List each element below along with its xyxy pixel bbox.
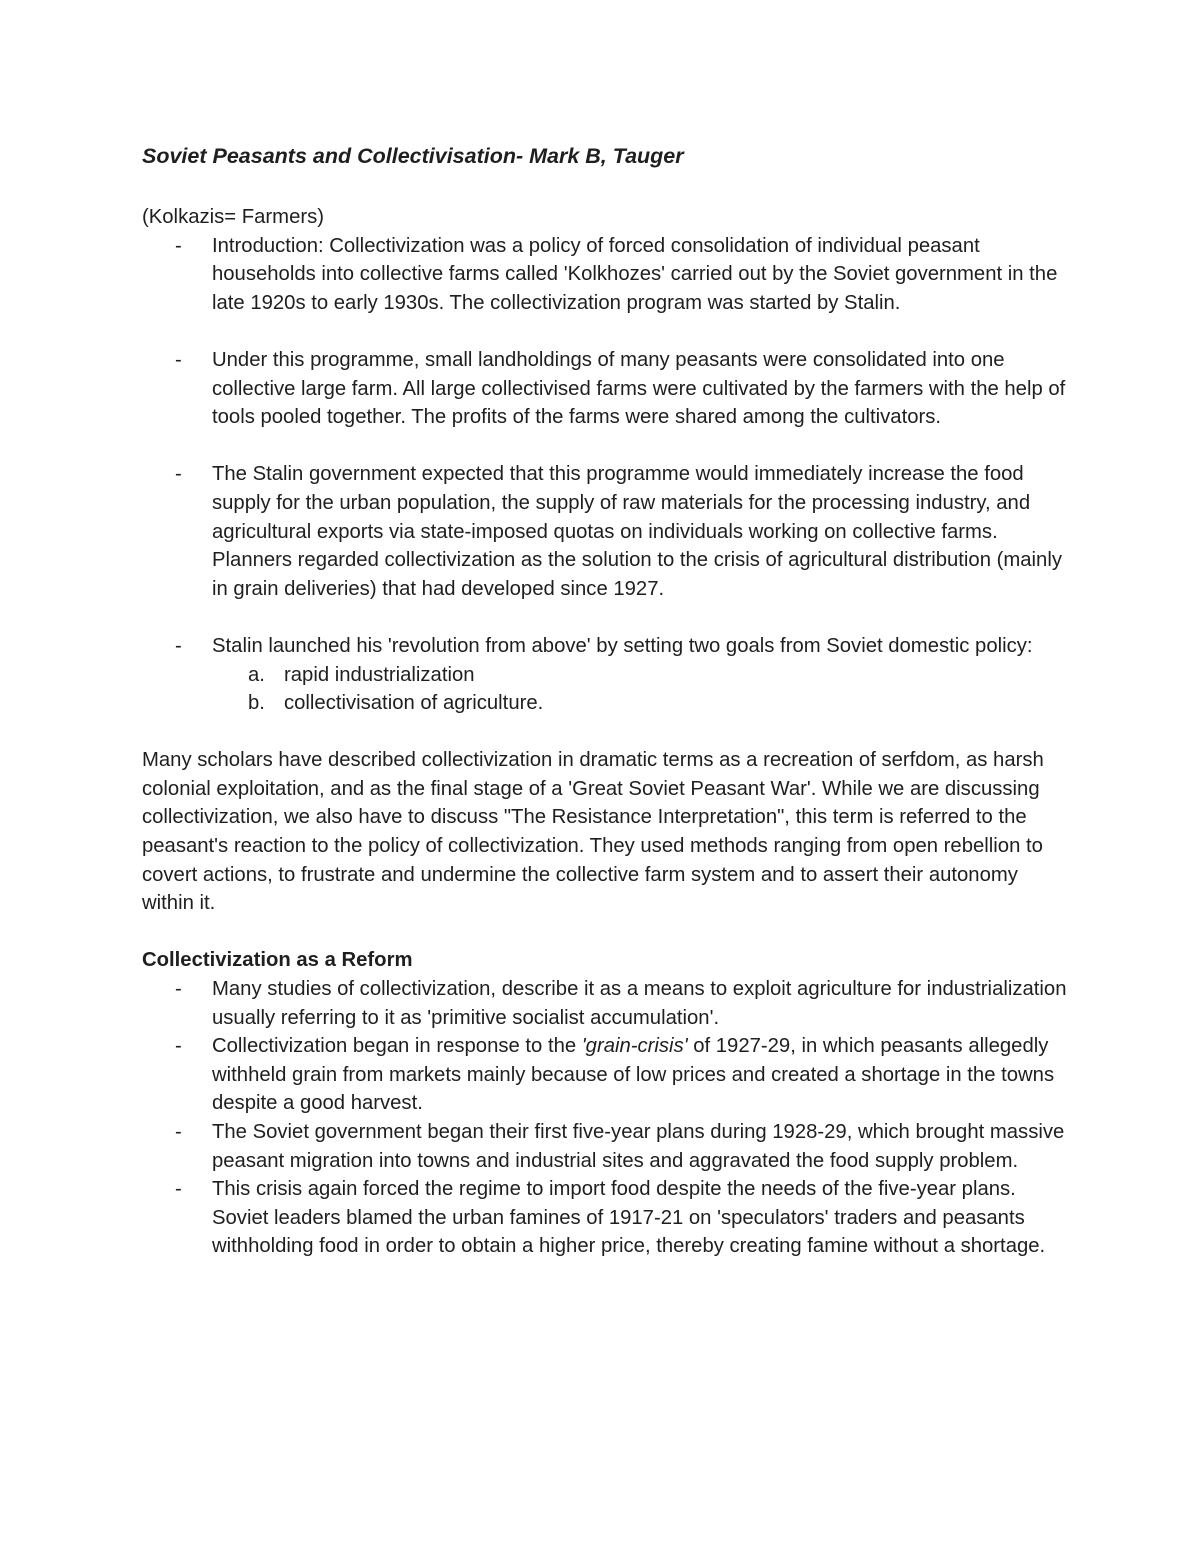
list-item bbox=[142, 346, 1067, 432]
document-subtitle: (Kolkazis= Farmers) bbox=[142, 206, 324, 228]
dash-bullet: - bbox=[175, 1035, 182, 1058]
document-title: Soviet Peasants and Collectivisation- Mark B, Tauger bbox=[142, 144, 684, 168]
list-item bbox=[142, 1175, 1067, 1261]
list-item bbox=[142, 232, 1067, 318]
dash-bullet: - bbox=[175, 234, 182, 257]
dash-bullet: - bbox=[175, 463, 182, 486]
list-item-text: This crisis again forced the regime to import food despite the needs of the five-year plans. Soviet leaders blamed the urban famines of 1917-21 on 'speculators' traders and peasants withholding food in order to obtain a higher price, thereby creating famine without a shortage. bbox=[212, 1178, 1046, 1258]
reform-list bbox=[142, 975, 1067, 1261]
italic-term: 'grain-crisis' bbox=[581, 1035, 688, 1058]
dash-bullet: - bbox=[175, 1178, 182, 1201]
list-item-text bbox=[212, 1035, 1054, 1114]
list-item-text: The Stalin government expected that this programme would immediately increase the food supply for the urban population, the supply of raw materials for the processing industry, and agricultural exports via state-imposed quotas on individuals working on collective farms. Planners regarded collectivization as the solution to the crisis of agricultural distribution (mainly in grain deliveries) that had developed since 1927. bbox=[212, 463, 1062, 600]
intro-list bbox=[142, 232, 1067, 718]
document-body bbox=[142, 136, 1067, 1261]
text-run: Collectivization began in response to the bbox=[212, 1035, 582, 1058]
list-item-text: The Soviet government began their first five-year plans during 1928-29, which brought massive peasant migration into towns and industrial sites and aggravated the food supply problem. bbox=[212, 1121, 1065, 1172]
body-paragraph: Many scholars have described collectivization in dramatic terms as a recreation of serfdom, as harsh colonial exploitation, and as the final stage of a 'Great Soviet Peasant War'. While we are discussing collectivization, we also have to discuss "The Resistance Interpretation", this term is referred to the peasant's reaction to the policy of collectivization. They used methods ranging from open rebellion to covert actions, to frustrate and undermine the collective farm system and to assert their autonomy within it. bbox=[142, 749, 1044, 915]
goal-text: rapid industrialization bbox=[284, 663, 475, 686]
list-item bbox=[142, 975, 1067, 1032]
dash-bullet: - bbox=[175, 978, 182, 1001]
list-item-text: Introduction: Collectivization was a policy of forced consolidation of individual peasant households into collective farms called 'Kolkhozes' carried out by the Soviet government in the late 1920s to early 1930s. The collectivization program was started by Stalin. bbox=[212, 234, 1058, 314]
goal-marker: b. bbox=[248, 692, 265, 715]
text-run: of 1927-29, in which peasants allegedly withheld grain from markets mainly because of low prices and created a shortage in the towns despite a good harvest. bbox=[212, 1035, 1055, 1115]
dash-bullet: - bbox=[175, 634, 182, 657]
list-item-text: Stalin launched his 'revolution from above' by setting two goals from Soviet domestic policy: bbox=[212, 634, 1033, 657]
list-item-text: Under this programme, small landholdings of many peasants were consolidated into one collective large farm. All large collectivised farms were cultivated by the farmers with the help of tools pooled together. The profits of the farms were shared among the cultivators. bbox=[212, 348, 1066, 429]
goal-item bbox=[142, 661, 1067, 690]
dash-bullet: - bbox=[175, 1121, 182, 1143]
goal-text: collectivisation of agriculture. bbox=[284, 692, 544, 715]
goals-list bbox=[212, 661, 1067, 718]
list-item bbox=[142, 1032, 1067, 1118]
list-item bbox=[142, 460, 1067, 603]
section-heading: Collectivization as a Reform bbox=[142, 949, 413, 972]
list-item bbox=[142, 1118, 1067, 1175]
goal-item bbox=[142, 689, 1067, 718]
dash-bullet: - bbox=[175, 348, 182, 371]
list-item-text: Many studies of collectivization, describe it as a means to exploit agriculture for industrialization usually referring to it as 'primitive socialist accumulation'. bbox=[212, 978, 1067, 1029]
list-item bbox=[142, 632, 1067, 718]
goal-marker: a. bbox=[248, 663, 265, 686]
